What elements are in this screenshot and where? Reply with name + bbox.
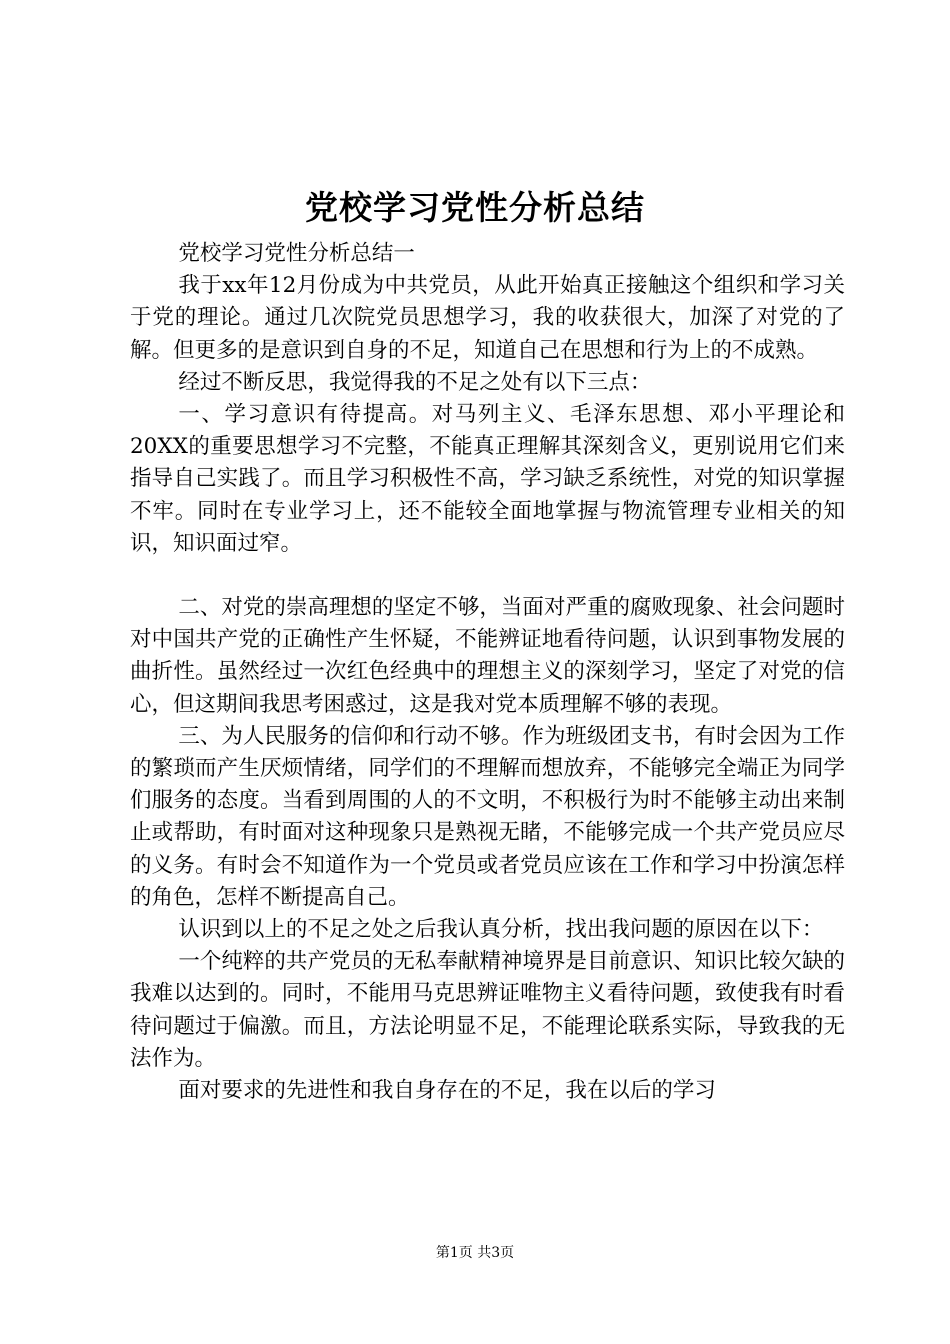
paragraph: 三、为人民服务的信仰和行动不够。作为班级团支书，有时会因为工作的繁琐而产生厌烦情绪，同学们的不理解而想放弃，不能够完全端正为同学们服务的态度。当看到周围的人的不文明，不积极行为时不能够主动出来制止或帮助，有时面对这种现象只是熟视无睹，不能够完成一个共产党员应尽的义务。有时会不知道作为一个党员或者党员应该在工作和学习中扮演怎样的角色，怎样不断提高自己。 (130, 723, 845, 910)
paragraph: 一、学习意识有待提高。对马列主义、毛泽东思想、邓小平理论和20XX的重要思想学习不完整，不能真正理解其深刻含义，更别说用它们来指导自己实践了。而且学习积极性不高，学习缺乏系统性，对党的知识掌握不牢。同时在专业学习上，还不能较全面地掌握与物流管理专业相关的知识，知识面过窄。 (130, 402, 845, 556)
paragraph: 面对要求的先进性和我自身存在的不足，我在以后的学习 (178, 1078, 716, 1104)
paragraph: 认识到以上的不足之处之后我认真分析，找出我问题的原因在以下： (178, 917, 824, 943)
paragraph: 一个纯粹的共产党员的无私奉献精神境界是目前意识、知识比较欠缺的我难以达到的。同时，不能用马克思辨证唯物主义看待问题，致使我有时看待问题过于偏激。而且，方法论明显不足，不能理论联系实际，导致我的无法作为。 (130, 949, 845, 1071)
paragraph-subtitle: 党校学习党性分析总结一 (178, 241, 415, 266)
page-footer: 第1页 共3页 (435, 1245, 515, 1261)
document-title: 党校学习党性分析总结 (305, 188, 645, 227)
paragraph: 经过不断反思，我觉得我的不足之处有以下三点： (178, 369, 652, 395)
paragraph: 我于xx年12月份成为中共党员，从此开始真正接触这个组织和学习关于党的理论。通过几次院党员思想学习，我的收获很大，加深了对党的了解。但更多的是意识到自身的不足，知道自己在思想和行为上的不成熟。 (130, 273, 845, 363)
document-body (130, 238, 845, 1107)
paragraph: 二、对党的崇高理想的坚定不够，当面对严重的腐败现象、社会问题时对中国共产党的正确性产生怀疑，不能辨证地看待问题，认识到事物发展的曲折性。虽然经过一次红色经典中的理想主义的深刻学习，坚定了对党的信心，但这期间我思考困惑过，这是我对党本质理解不够的表现。 (130, 595, 845, 717)
